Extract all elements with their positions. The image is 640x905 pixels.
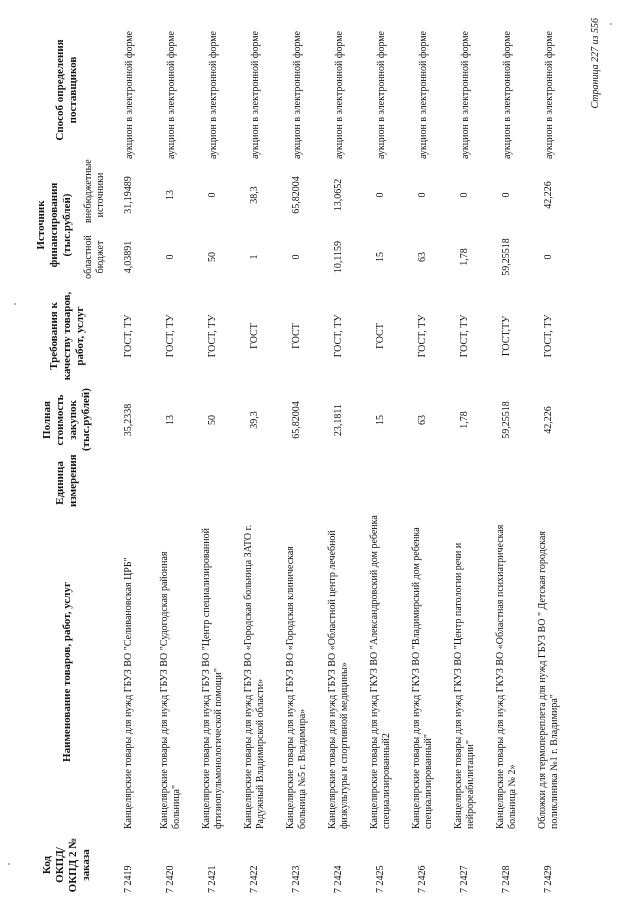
row-funding-budget: 63	[417, 252, 428, 262]
table-row	[402, 17, 444, 897]
row-funding-budget: 0	[165, 254, 176, 260]
row-unit	[486, 455, 528, 511]
scan-speck	[14, 303, 16, 305]
row-unit	[276, 455, 318, 511]
header-funding-source: Источник финансирования (тыс.рублей)	[34, 182, 73, 268]
row-name: Обложки для термопереплета для нужд ГБУЗ ВО " Детская городская поликлиника №1 г. Владимира"	[537, 531, 560, 829]
table-row	[444, 17, 486, 897]
row-requirements: ГОСТ	[249, 323, 260, 349]
row-method: аукцион в электронной форме	[417, 31, 429, 159]
row-code: 7 2419	[123, 865, 134, 893]
row-unit	[528, 455, 570, 511]
row-funding-other: 65,82004	[291, 176, 302, 214]
row-method: аукцион в электронной форме	[459, 31, 471, 159]
row-code: 7 2421	[207, 865, 218, 893]
row-unit	[360, 455, 402, 511]
procurement-table	[26, 17, 570, 897]
header-cost: Полная стоимость закупок (тыс.рублей)	[41, 388, 92, 451]
table-row	[192, 17, 234, 897]
row-method: аукцион в электронной форме	[333, 31, 345, 159]
row-funding-other: 0	[501, 192, 512, 198]
row-name: Канцелярские товары для нужд ГБУЗ ВО "Центр специализированной фтизиопульмонологической помощи"	[201, 528, 224, 829]
row-cost: 59,25518	[501, 401, 512, 439]
row-name: Канцелярские товары для нужд ГБУЗ ВО «Областной центр лечебной физкультуры и спортивной медицины»	[327, 530, 350, 829]
row-method: аукцион в электронной форме	[249, 31, 261, 159]
row-unit	[192, 455, 234, 511]
row-requirements: ГОСТ, ТУ	[207, 314, 218, 358]
row-funding-budget: 0	[543, 254, 554, 260]
row-unit	[402, 455, 444, 511]
page-number: Страница 227 из 556	[590, 18, 601, 109]
table-row	[234, 17, 276, 897]
row-cost: 65,82004	[291, 401, 302, 439]
row-funding-budget: 10,1159	[333, 240, 344, 274]
row-cost: 63	[417, 415, 428, 425]
row-funding-other: 13	[165, 190, 176, 200]
row-code: 7 2429	[543, 865, 554, 893]
scan-speck	[8, 863, 10, 865]
row-funding-other: 13,0652	[333, 178, 344, 212]
header-code: Код ОКПД/ ОКПД 2 № заказа	[41, 837, 92, 893]
row-cost: 23,1811	[333, 403, 344, 437]
table-row	[318, 17, 360, 897]
row-requirements: ГОСТ, ТУ	[459, 314, 470, 358]
row-cost: 50	[207, 415, 218, 425]
row-requirements: ГОСТ, ТУ	[123, 314, 134, 358]
row-unit	[444, 455, 486, 511]
row-unit	[318, 455, 360, 511]
row-name: Канцелярские товары для нужд ГКУЗ ВО "Владимирский дом ребенка специализированный"	[411, 527, 434, 829]
row-method: аукцион в электронной форме	[165, 31, 177, 159]
table-row	[150, 17, 192, 897]
row-funding-other: 31,19489	[123, 176, 134, 214]
row-funding-other: 42,226	[543, 181, 554, 209]
row-funding-other: 0	[375, 192, 386, 198]
row-name: Канцелярские товары для нужд ГКУЗ ВО «Областная психиатрическая больница № 2»	[495, 524, 518, 829]
row-code: 7 2422	[249, 865, 260, 893]
row-cost: 13	[165, 415, 176, 425]
table-row	[528, 17, 570, 897]
row-requirements: ГОСТ, ТУ	[333, 314, 344, 358]
row-method: аукцион в электронной форме	[543, 31, 555, 159]
row-cost: 35,2338	[123, 403, 134, 437]
row-cost: 39,3	[249, 411, 260, 429]
row-cost: 42,226	[543, 406, 554, 434]
scan-speck	[610, 23, 612, 25]
row-cost: 15	[375, 415, 386, 425]
row-code: 7 2427	[459, 865, 470, 893]
row-requirements: ГОСТ	[291, 323, 302, 349]
row-name: Канцелярские товары для нужд ГБУЗ ВО "Селивановская ЦРБ"	[123, 557, 134, 829]
row-name: Канцелярские товары для нужд ГБУЗ ВО «Городская клиническая больница №5 г. Владимира»	[285, 546, 308, 829]
header-method: Способ определения поставщиков	[54, 39, 79, 141]
row-funding-budget: 0	[291, 254, 302, 260]
header-funding-other: внебюджетные источники	[83, 159, 106, 223]
table-row	[108, 17, 150, 897]
row-method: аукцион в электронной форме	[207, 31, 219, 159]
row-funding-budget: 1	[249, 254, 260, 260]
row-funding-other: 0	[207, 192, 218, 198]
row-method: аукцион в электронной форме	[501, 31, 513, 159]
row-requirements: ГОСТ, ТУ	[417, 314, 428, 358]
row-name: Канцелярские товары для нужд ГКУЗ ВО "Центр патологии речи и нейрореабилитации"	[453, 542, 476, 829]
row-method: аукцион в электронной форме	[375, 31, 387, 159]
row-funding-other: 0	[417, 192, 428, 198]
row-code: 7 2420	[165, 865, 176, 893]
row-funding-budget: 15	[375, 252, 386, 262]
header-funding-budget: областной бюджет	[83, 235, 106, 279]
row-requirements: ГОСТ,ТУ	[501, 315, 512, 357]
table-body	[108, 17, 570, 897]
row-code: 7 2426	[417, 865, 428, 893]
row-unit	[234, 455, 276, 511]
row-code: 7 2425	[375, 865, 386, 893]
row-unit	[108, 455, 150, 511]
table-row	[276, 17, 318, 897]
table-row	[360, 17, 402, 897]
row-code: 7 2428	[501, 865, 512, 893]
row-code: 7 2423	[291, 865, 302, 893]
row-requirements: ГОСТ, ТУ	[165, 314, 176, 358]
table-row	[486, 17, 528, 897]
row-funding-budget: 50	[207, 252, 218, 262]
row-name: Канцелярские товары для нужд ГБУЗ ВО "Судогодская районная больница"	[159, 551, 182, 829]
row-cost: 1,78	[459, 411, 470, 429]
row-name: Канцелярские товары для нужд ГКУЗ ВО "Александровский дом ребенка специализированный2	[369, 515, 392, 829]
row-funding-budget: 59,25518	[501, 238, 512, 276]
header-unit: Единица измерения	[54, 454, 79, 507]
row-method: аукцион в электронной форме	[123, 31, 135, 159]
row-method: аукцион в электронной форме	[291, 31, 303, 159]
header-name: Наименование товаров, работ, услуг	[60, 582, 73, 762]
row-requirements: ГОСТ, ТУ	[543, 314, 554, 358]
header-requirements: Требования к качеству товаров, работ, услуг	[47, 291, 86, 381]
row-code: 7 2424	[333, 865, 344, 893]
row-funding-budget: 4,03891	[123, 240, 134, 274]
row-funding-other: 0	[459, 192, 470, 198]
row-requirements: ГОСТ	[375, 323, 386, 349]
row-name: Канцелярские товары для нужд ГБУЗ ВО «Городская больница ЗАТО г. Радужный Владимирской области»	[243, 524, 266, 829]
row-unit	[150, 455, 192, 511]
row-funding-other: 38,3	[249, 186, 260, 204]
row-funding-budget: 1,78	[459, 248, 470, 266]
